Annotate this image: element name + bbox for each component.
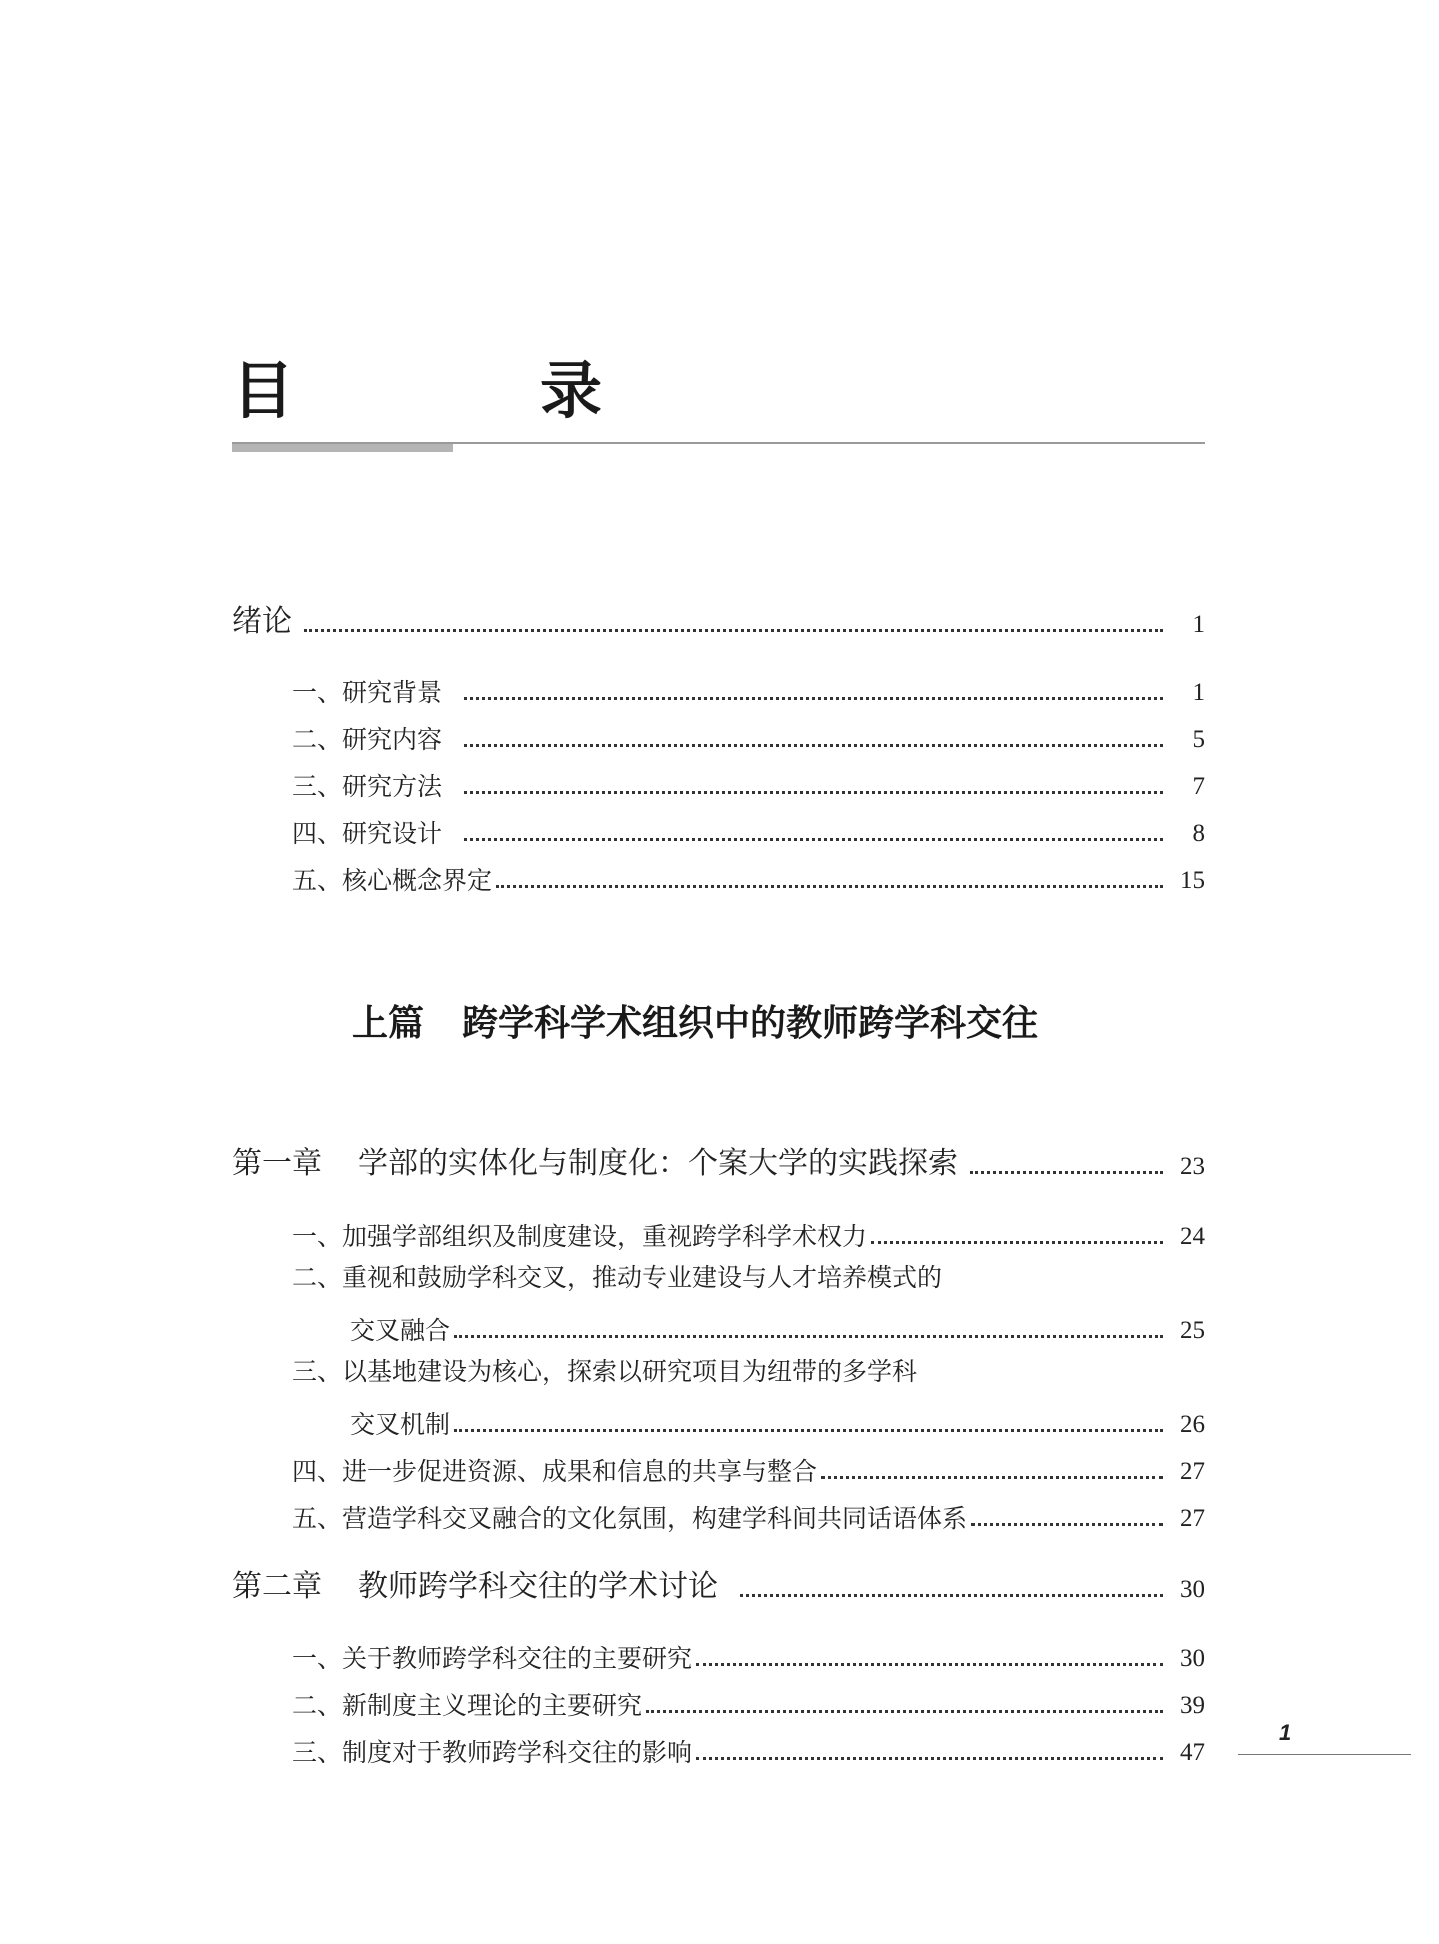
- toc-item-label: 三、制度对于教师跨学科交往的影响: [292, 1738, 693, 1767]
- toc-item-label: 五、营造学科交叉融合的文化氛围，构建学科间共同话语体系: [292, 1504, 968, 1533]
- toc-page-number: 30: [1180, 1645, 1205, 1672]
- toc-page-number: 1: [1192, 679, 1205, 706]
- toc-page-number: 23: [1180, 1153, 1205, 1180]
- toc-item-label: 一、关于教师跨学科交往的主要研究: [292, 1644, 693, 1673]
- toc-ch1-item-1[interactable]: [0, 1216, 1205, 1252]
- toc-intro-item-5[interactable]: [0, 860, 1205, 896]
- toc-ch1-item-3-line1[interactable]: 三、以基地建设为核心，探索以研究项目为纽带的多学科: [292, 1357, 918, 1386]
- leader-dots: [970, 1171, 1163, 1174]
- toc-page-number: 26: [1180, 1411, 1205, 1438]
- leader-dots: [464, 697, 1163, 700]
- toc-chapter-2[interactable]: [0, 1565, 1205, 1605]
- chapter-title: 学部的实体化与制度化：个案大学的实践探索: [358, 1146, 958, 1181]
- leader-dots: [304, 629, 1163, 632]
- toc-page-number: 15: [1180, 867, 1205, 894]
- toc-page-number: 8: [1192, 820, 1205, 847]
- chapter-number: 第二章: [232, 1569, 322, 1604]
- toc-page-number: 25: [1180, 1317, 1205, 1344]
- toc-ch1-item-5[interactable]: [0, 1498, 1205, 1534]
- toc-intro-label: 绪论: [232, 604, 292, 639]
- toc-item-label: 二、研究内容: [292, 725, 443, 754]
- toc-item-label: 二、新制度主义理论的主要研究: [292, 1691, 643, 1720]
- toc-ch1-item-3[interactable]: [0, 1404, 1205, 1440]
- toc-page-number: 7: [1192, 773, 1205, 800]
- toc-intro-item-2[interactable]: [0, 719, 1205, 755]
- leader-dots: [971, 1523, 1163, 1526]
- toc-page-number: 24: [1180, 1223, 1205, 1250]
- toc-page-number: 27: [1180, 1458, 1205, 1485]
- leader-dots: [496, 885, 1163, 888]
- leader-dots: [464, 838, 1163, 841]
- toc-page-number: 39: [1180, 1692, 1205, 1719]
- toc-intro-item-1[interactable]: [0, 672, 1205, 708]
- toc-item-label: 三、研究方法: [292, 772, 443, 801]
- toc-ch1-item-2-line1[interactable]: 二、重视和鼓励学科交叉，推动专业建设与人才培养模式的: [292, 1263, 943, 1292]
- toc-ch2-item-2[interactable]: [0, 1685, 1205, 1721]
- toc-page-number: 1: [1192, 611, 1205, 638]
- leader-dots: [821, 1476, 1163, 1479]
- toc-ch2-item-1[interactable]: [0, 1638, 1205, 1674]
- title-rule-accent: [232, 444, 453, 452]
- part-label: 上篇: [352, 1002, 425, 1044]
- toc-item-continuation: 交叉融合: [350, 1316, 451, 1345]
- toc-item-label: 一、加强学部组织及制度建设，重视跨学科学术权力: [292, 1222, 868, 1251]
- toc-item-label: 五、核心概念界定: [292, 866, 493, 895]
- toc-item-label: 四、进一步促进资源、成果和信息的共享与整合: [292, 1457, 818, 1486]
- toc-page-number: 30: [1180, 1576, 1205, 1603]
- chapter-title: 教师跨学科交往的学术讨论: [358, 1569, 718, 1604]
- leader-dots: [646, 1710, 1163, 1713]
- folio-rule: [1238, 1754, 1411, 1755]
- part-heading[interactable]: [352, 995, 1038, 1046]
- toc-ch1-item-2[interactable]: [0, 1310, 1205, 1346]
- toc-ch1-item-4[interactable]: [0, 1451, 1205, 1487]
- toc-item-continuation: 交叉机制: [350, 1410, 451, 1439]
- leader-dots: [454, 1335, 1163, 1338]
- toc-page-number: 27: [1180, 1505, 1205, 1532]
- leader-dots: [696, 1663, 1163, 1666]
- leader-dots: [871, 1241, 1163, 1244]
- leader-dots: [696, 1757, 1163, 1760]
- toc-item-label: 一、研究背景: [292, 678, 443, 707]
- toc-page-number: 47: [1180, 1739, 1205, 1766]
- leader-dots: [464, 791, 1163, 794]
- toc-intro-item-3[interactable]: [0, 766, 1205, 802]
- leader-dots: [454, 1429, 1163, 1432]
- page-title: 目 录: [232, 354, 695, 427]
- toc-intro[interactable]: [0, 600, 1205, 640]
- toc-page-number: 5: [1192, 726, 1205, 753]
- toc-intro-item-4[interactable]: [0, 813, 1205, 849]
- chapter-number: 第一章: [232, 1146, 322, 1181]
- leader-dots: [740, 1594, 1163, 1597]
- leader-dots: [464, 744, 1163, 747]
- toc-ch2-item-3[interactable]: [0, 1732, 1205, 1768]
- toc-item-label: 四、研究设计: [292, 819, 443, 848]
- page-folio: 1: [1279, 1720, 1292, 1745]
- toc-chapter-1[interactable]: [0, 1142, 1205, 1182]
- part-title: 跨学科学术组织中的教师跨学科交往: [462, 1002, 1039, 1044]
